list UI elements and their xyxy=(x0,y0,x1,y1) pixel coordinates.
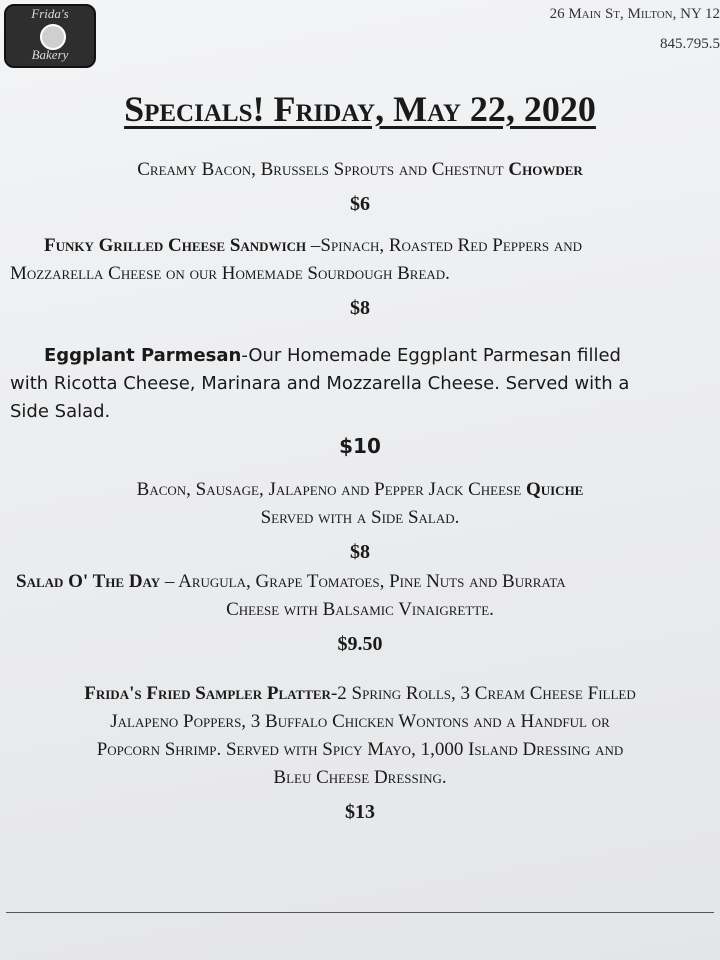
item-description-line2: Mozzarella Cheese on our Homemade Sourdough Bread. xyxy=(10,263,450,284)
item-price: $6 xyxy=(350,193,370,215)
item-price: $8 xyxy=(350,541,370,563)
item-description-line3: Popcorn Shrimp. Served with Spicy Mayo, 1,000 Island Dressing and xyxy=(96,739,624,760)
menu-item-sampler-platter xyxy=(10,680,710,826)
bottom-rule xyxy=(6,912,714,913)
item-description-line2: Served with a Side Salad. xyxy=(260,507,460,528)
menu-item-chowder xyxy=(10,156,710,218)
item-description: -2 Spring Rolls, 3 Cream Cheese Filled xyxy=(330,683,636,704)
item-price: $8 xyxy=(350,297,370,319)
item-price: $9.50 xyxy=(337,633,383,655)
phone-number: 845.795.5 xyxy=(660,36,720,52)
menu-item-eggplant-parmesan xyxy=(10,342,710,460)
item-name: Funky Grilled Cheese Sandwich xyxy=(44,235,307,256)
menu-item-grilled-cheese xyxy=(10,232,710,322)
menu-item-quiche xyxy=(10,476,710,566)
item-description-line2: Cheese with Balsamic Vinaigrette. xyxy=(226,599,494,620)
item-price: $13 xyxy=(345,801,375,823)
item-description: Bacon, Sausage, Jalapeno and Pepper Jack Cheese xyxy=(136,479,526,500)
page-title: Specials! Friday, May 22, 2020 xyxy=(124,89,596,129)
item-description-line2: Jalapeno Poppers, 3 Buffalo Chicken Wontons and a Handful or xyxy=(110,711,610,732)
bakery-logo xyxy=(4,4,96,68)
item-description-line3: Side Salad. xyxy=(10,401,111,422)
item-name: Quiche xyxy=(525,479,584,500)
item-description: -Our Homemade Eggplant Parmesan filled xyxy=(241,345,621,366)
address: 26 Main St, Milton, NY 12 xyxy=(549,6,720,22)
item-name: Chowder xyxy=(508,159,583,180)
menu-item-salad xyxy=(10,568,710,658)
logo-bottom-text: Bakery xyxy=(31,47,69,62)
item-name: Eggplant Parmesan xyxy=(44,345,242,366)
item-price: $10 xyxy=(339,434,381,458)
item-description-line4: Bleu Cheese Dressing. xyxy=(273,767,447,788)
item-description-line2: with Ricotta Cheese, Marinara and Mozzarella Cheese. Served with a xyxy=(10,373,630,394)
item-name: Frida's Fried Sampler Platter xyxy=(84,683,331,704)
item-name: Salad O' The Day xyxy=(16,571,161,592)
item-description: Creamy Bacon, Brussels Sprouts and Chestnut xyxy=(137,159,509,180)
item-description: – Arugula, Grape Tomatoes, Pine Nuts and Burrata xyxy=(160,571,566,592)
item-description: –Spinach, Roasted Red Peppers and xyxy=(306,235,583,256)
logo-top-text: Frida's xyxy=(31,6,69,21)
